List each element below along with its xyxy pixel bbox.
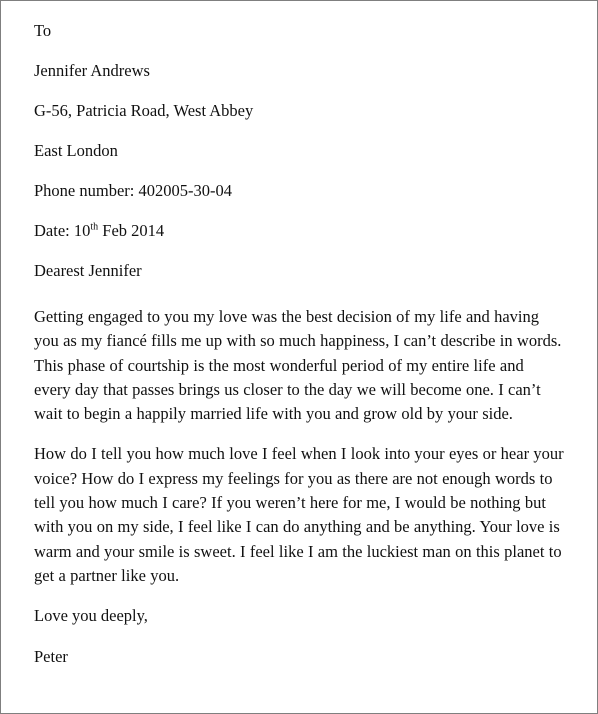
recipient-name: Jennifer Andrews [34,61,150,80]
signature: Peter [34,647,68,667]
paragraph-1: Getting engaged to you my love was the best decision of my life and having you as my fiancé fills me up with so much happiness, I can’t describe in words. This phase of courtship is the most wonderful period of my entire life and every day that passes brings us closer to the day we will become one. I can’t wait to begin a happily married life with you and grow old by your side. [34,307,562,424]
phone-number: Phone number: 402005-30-04 [34,181,232,200]
salutation: Dearest Jennifer [34,261,142,280]
closing-line: Love you deeply, [34,606,148,626]
letter-date [34,219,564,259]
date-rest: Feb 2014 [98,221,165,240]
letter-body [34,19,564,669]
date-prefix: Date: 10 [34,221,91,240]
address-line-2: East London [34,141,118,160]
address-line-1: G-56, Patricia Road, West Abbey [34,101,254,120]
paragraph-2: How do I tell you how much love I feel when I look into your eyes or hear your voice? How do I express my feelings for you as there are not enough words to tell you how much I care? If you weren’t here for me, I would be nothing but with you on my side, I feel like I can do anything and be anything. Your love is warm and your smile is sweet. I feel like I am the luckiest man on this planet to get a partner like you. [34,444,564,585]
to-label: To [34,21,52,40]
date-ordinal-suffix: th [90,221,99,233]
